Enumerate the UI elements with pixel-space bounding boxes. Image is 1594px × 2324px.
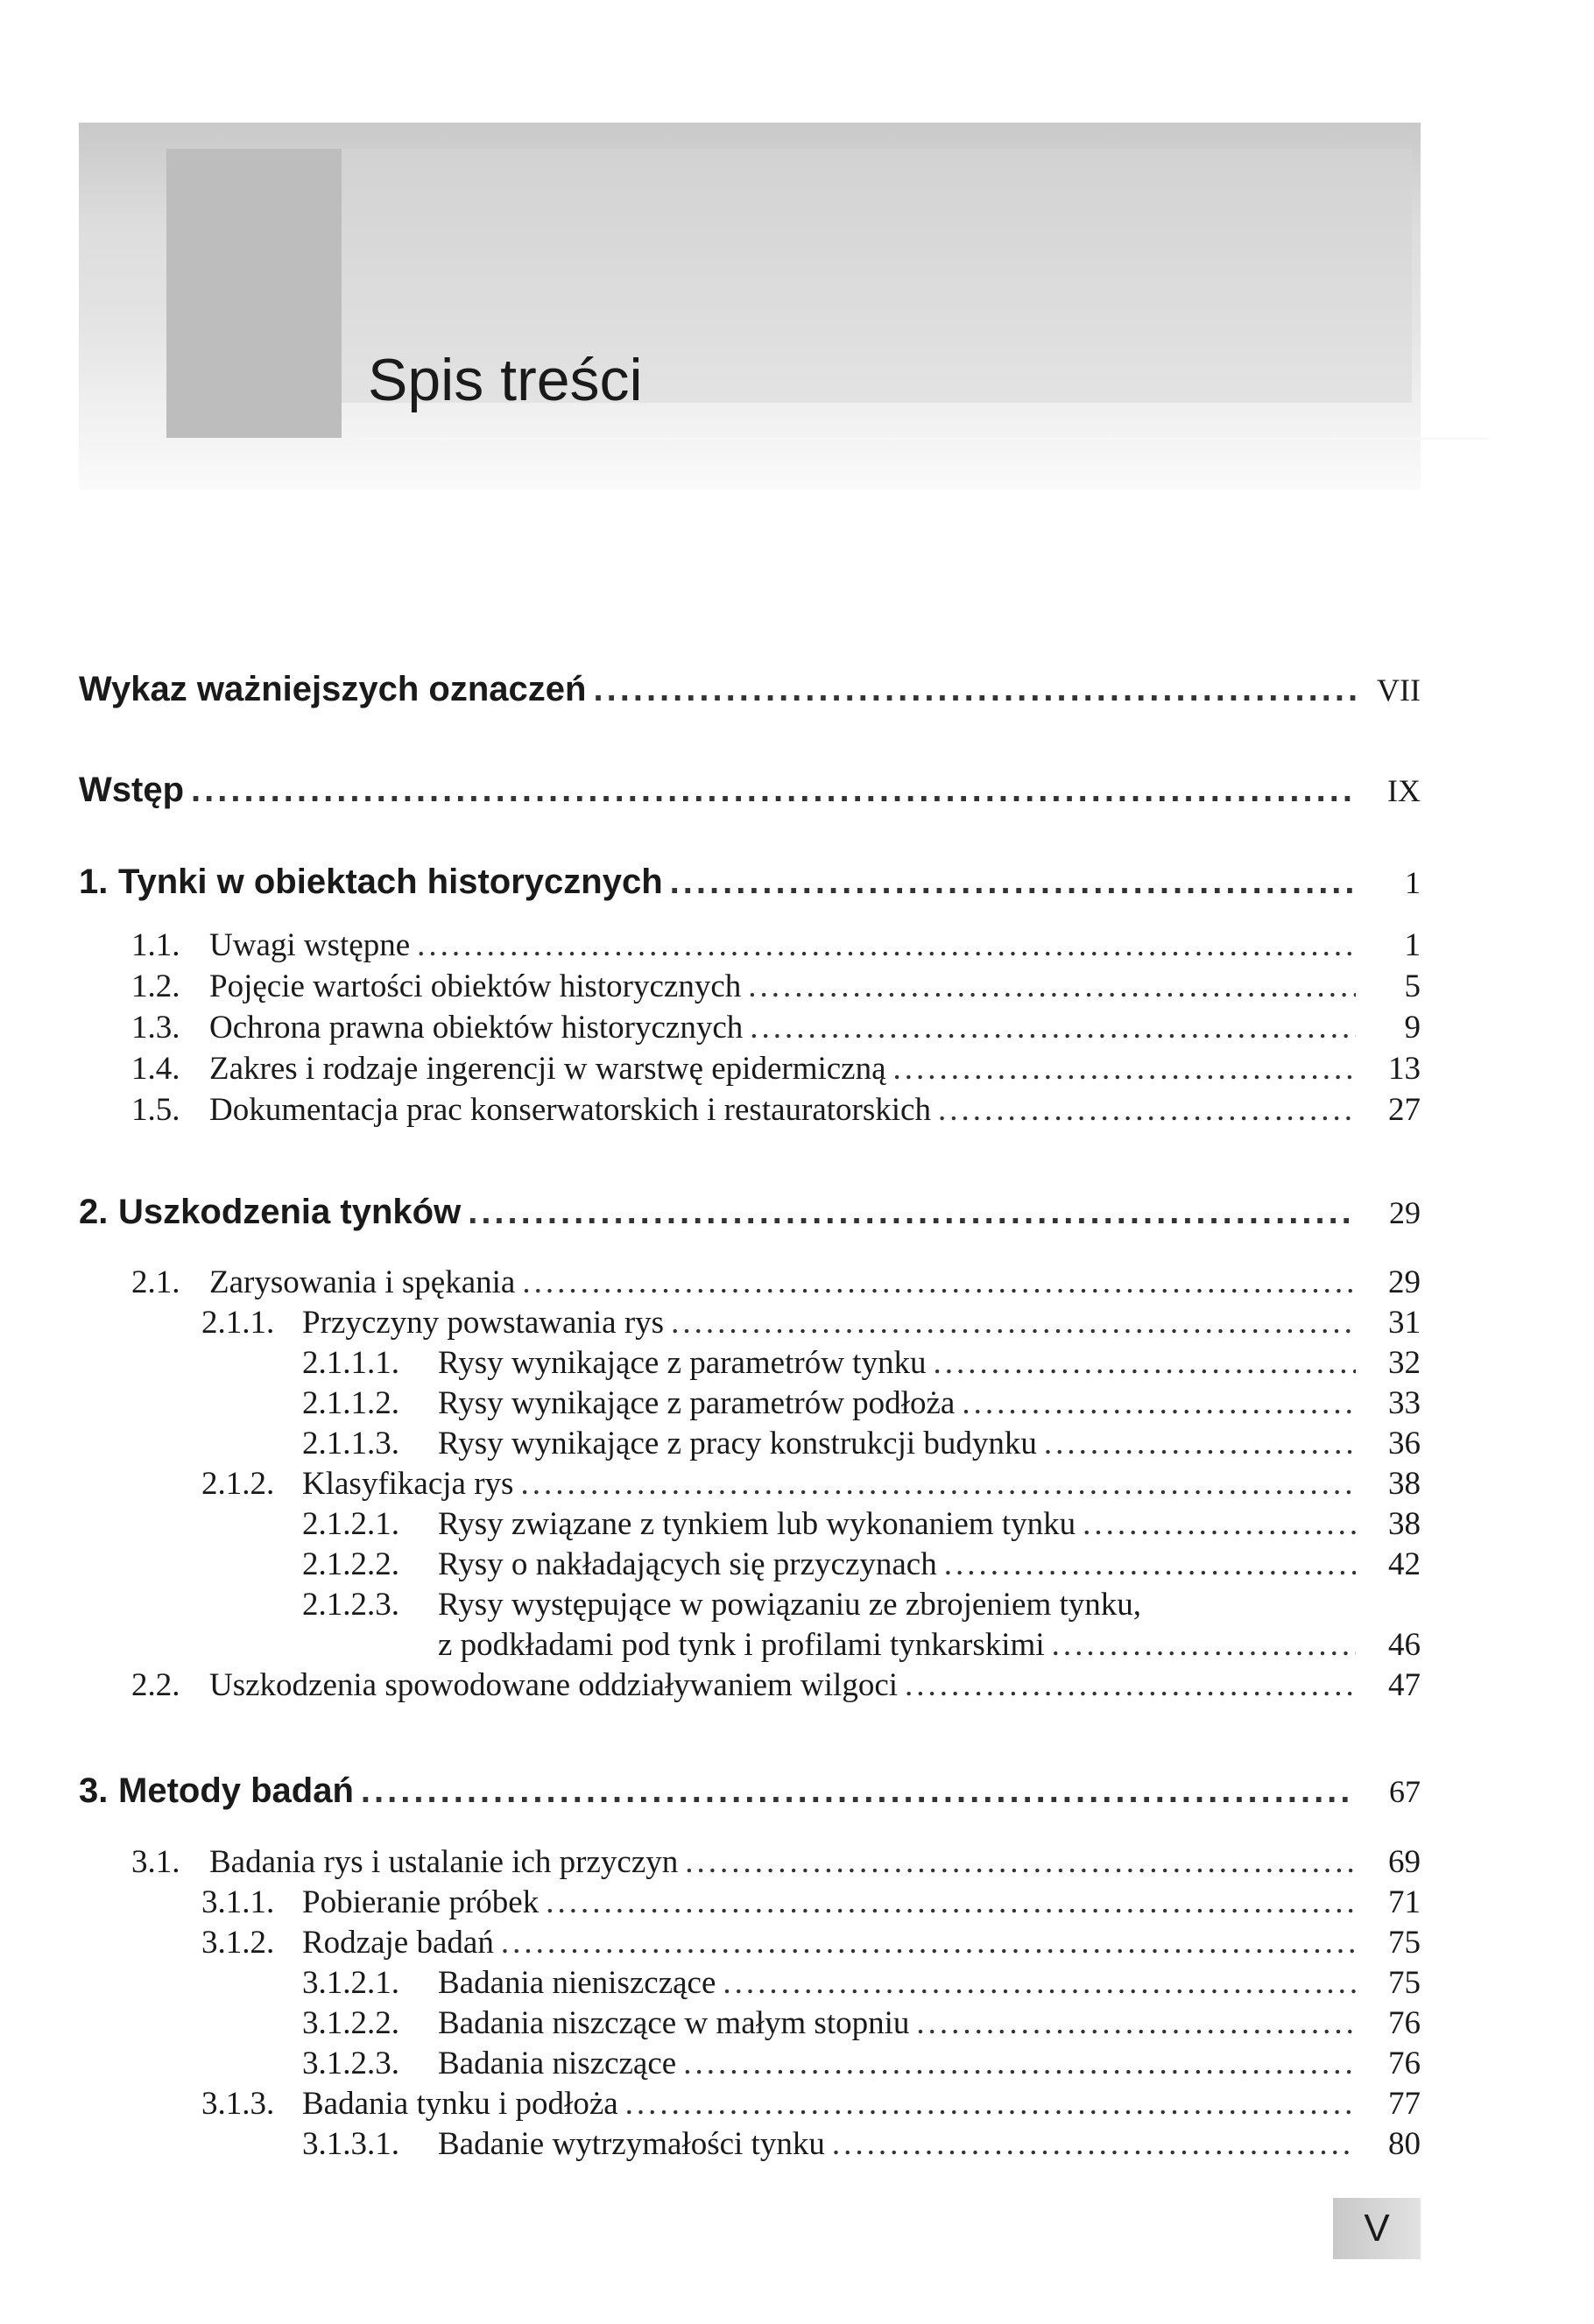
dot-leader <box>520 1465 1356 1503</box>
toc-entry-label: Pobieranie próbek <box>302 1884 540 1920</box>
toc-entry-number: 2.1.2. <box>201 1466 275 1502</box>
toc-entry-page: 31 <box>1388 1305 1421 1341</box>
toc-entry-label: Rysy o nakładających się przyczynach <box>438 1546 937 1582</box>
toc-entry-number: 1.2. <box>131 968 180 1004</box>
toc-entry[interactable] <box>79 1384 1421 1422</box>
dot-leader <box>593 670 1356 709</box>
dot-leader <box>191 771 1356 810</box>
toc-entry[interactable] <box>79 1964 1421 2002</box>
page-number: V <box>1333 2198 1421 2259</box>
toc-entry[interactable] <box>79 1505 1421 1543</box>
dot-leader <box>944 1546 1356 1583</box>
toc-entry-page: 75 <box>1388 1965 1421 2001</box>
toc-entry-page: 69 <box>1388 1844 1421 1880</box>
toc-entry-number: 3.1.3.1. <box>302 2126 399 2162</box>
toc-entry-number: 3.1.2.2. <box>302 2005 399 2041</box>
toc-entry-label: Rysy występujące w powiązaniu ze zbrojeniem tynku, <box>438 1587 1142 1623</box>
toc-entry-page: 32 <box>1388 1345 1421 1381</box>
toc-entry-number: 3.1.2. <box>201 1925 275 1961</box>
toc-entry-label: Rysy wynikające z parametrów tynku <box>438 1345 927 1381</box>
dot-leader <box>916 2004 1356 2042</box>
toc-entry[interactable] <box>79 2004 1421 2042</box>
toc-entry-label: Uszkodzenia spowodowane oddziaływaniem wilgoci <box>209 1667 899 1703</box>
toc-entry[interactable] <box>79 1546 1421 1583</box>
toc-chapter-1[interactable] <box>79 863 1421 902</box>
toc-entry-number: 1. <box>79 863 109 901</box>
dot-leader <box>723 1964 1356 2002</box>
dot-leader <box>522 1264 1356 1301</box>
toc-entry-number: 2.1.1.1. <box>302 1345 399 1381</box>
toc-entry-number: 2.1.1. <box>201 1305 275 1341</box>
toc-entry-label: Rodzaje badań <box>302 1925 494 1961</box>
toc-chapter-3[interactable] <box>79 1771 1421 1811</box>
toc-entry-label: Rysy wynikające z parametrów podłoża <box>438 1385 956 1421</box>
toc-entry-page: 1 <box>1404 927 1421 963</box>
toc-entry[interactable] <box>79 1009 1421 1046</box>
toc-entry-page: 27 <box>1388 1092 1421 1128</box>
toc-entry-number: 1.4. <box>131 1051 180 1087</box>
banner-divider <box>359 438 1489 440</box>
toc-entry-page: 33 <box>1388 1385 1421 1421</box>
toc-entry-number: 2.1.1.3. <box>302 1426 399 1461</box>
toc-entry-continuation[interactable] <box>79 1626 1421 1664</box>
toc-entry-label: Przyczyny powstawania rys <box>302 1305 665 1341</box>
toc-entry-number: 3.1.2.1. <box>302 1965 399 2001</box>
toc-entry-label: Wykaz ważniejszych oznaczeń <box>79 670 587 708</box>
toc-entry-page: 36 <box>1388 1426 1421 1461</box>
toc-entry-label: Rysy wynikające z pracy konstrukcji budynku <box>438 1426 1037 1461</box>
dot-leader <box>962 1384 1356 1422</box>
toc-entry-number: 3.1.2.3. <box>302 2046 399 2081</box>
toc-entry-page: 71 <box>1388 1884 1421 1920</box>
dot-leader <box>468 1193 1356 1232</box>
toc-entry-number: 3.1.3. <box>201 2086 275 2122</box>
header-banner <box>79 123 1421 490</box>
toc-entry-label: z podkładami pod tynk i profilami tynkarskimi <box>438 1627 1045 1663</box>
toc-entry-label: Zarysowania i spękania <box>209 1264 516 1300</box>
toc-entry-label: Badania tynku i podłoża <box>302 2086 618 2122</box>
toc-entry-page: 46 <box>1388 1627 1421 1663</box>
toc-entry[interactable] <box>79 1425 1421 1462</box>
toc-entry-page: 38 <box>1388 1506 1421 1542</box>
toc-entry-page: 76 <box>1388 2046 1421 2081</box>
toc-entry[interactable] <box>79 1924 1421 1961</box>
page-title: Spis treści <box>368 347 643 413</box>
dot-leader <box>748 968 1356 1005</box>
toc-entry-number: 2.1.2.2. <box>302 1546 399 1582</box>
toc-entry-page: VII <box>1377 673 1421 708</box>
toc-entry-number: 1.1. <box>131 927 180 963</box>
toc-entry-page: 29 <box>1389 1195 1421 1230</box>
dot-leader <box>670 863 1356 902</box>
dot-leader <box>1044 1425 1356 1462</box>
toc-entry-page: 75 <box>1388 1925 1421 1961</box>
toc-entry[interactable] <box>79 926 1421 964</box>
toc-entry-label: Pojęcie wartości obiektów historycznych <box>209 968 742 1004</box>
toc-entry-label: Klasyfikacja rys <box>302 1466 514 1502</box>
toc-entry-page: 38 <box>1388 1466 1421 1502</box>
toc-entry-label: Uwagi wstępne <box>209 927 411 963</box>
toc-entry-number: 1.3. <box>131 1010 180 1046</box>
dot-leader <box>417 926 1356 964</box>
toc-entry[interactable] <box>79 2085 1421 2123</box>
toc-entry-label: Badania rys i ustalanie ich przyczyn <box>209 1844 679 1880</box>
toc-entry[interactable] <box>79 1304 1421 1342</box>
dot-leader <box>832 2125 1356 2163</box>
banner-accent-bar <box>166 149 342 438</box>
dot-leader <box>683 2045 1356 2082</box>
toc-entry-number: 3.1.1. <box>201 1884 275 1920</box>
toc-entry-page: 76 <box>1388 2005 1421 2041</box>
toc-entry[interactable] <box>79 1091 1421 1129</box>
toc-entry[interactable] <box>79 1586 1421 1623</box>
toc-entry[interactable] <box>79 1843 1421 1881</box>
toc-entry[interactable] <box>79 1666 1421 1704</box>
toc-entry-label: Badania nieniszczące <box>438 1965 716 2001</box>
toc-entry-label: Badania niszczące w małym stopniu <box>438 2005 910 2041</box>
toc-entry-page: 29 <box>1388 1264 1421 1300</box>
dot-leader <box>546 1884 1356 1921</box>
toc-entry-label: Badania niszczące <box>438 2046 677 2081</box>
toc-entry-label: Zakres i rodzaje ingerencji w warstwę epidermiczną <box>209 1051 886 1087</box>
dot-leader <box>501 1924 1356 1961</box>
toc-entry-number: 2.1.2.1. <box>302 1506 399 1542</box>
toc-entry-page: 1 <box>1405 865 1421 900</box>
toc-entry[interactable] <box>79 2045 1421 2082</box>
dot-leader <box>1083 1505 1356 1543</box>
dot-leader <box>938 1091 1356 1129</box>
toc-entry-label: Rysy związane z tynkiem lub wykonaniem tynku <box>438 1506 1076 1542</box>
dot-leader <box>1052 1626 1356 1664</box>
toc-entry-label: Uszkodzenia tynków <box>118 1193 462 1231</box>
toc-entry[interactable] <box>79 1884 1421 1921</box>
dot-leader <box>625 2085 1356 2123</box>
toc-chapter-2[interactable] <box>79 1193 1421 1232</box>
dot-leader <box>905 1666 1356 1704</box>
toc-entry-page: 9 <box>1404 1010 1421 1046</box>
dot-leader <box>671 1304 1356 1342</box>
toc-entry-page: 77 <box>1388 2086 1421 2122</box>
toc-entry-page: 5 <box>1404 968 1421 1004</box>
toc-entry-number: 3. <box>79 1771 109 1810</box>
toc-entry-intro[interactable] <box>79 771 1421 810</box>
toc-entry[interactable] <box>79 1264 1421 1301</box>
toc-entry[interactable] <box>79 2125 1421 2163</box>
toc-entry-number: 2. <box>79 1193 109 1231</box>
dot-leader <box>750 1009 1356 1046</box>
toc-entry[interactable] <box>79 968 1421 1005</box>
toc-entry-label: Ochrona prawna obiektów historycznych <box>209 1010 744 1046</box>
toc-entry-number: 2.1.2.3. <box>302 1587 399 1623</box>
toc-entry-number: 2.1.1.2. <box>302 1385 399 1421</box>
dot-leader <box>361 1771 1356 1811</box>
dot-leader <box>685 1843 1356 1881</box>
toc-entry-page: 67 <box>1389 1774 1421 1809</box>
toc-entry-label: Dokumentacja prac konserwatorskich i restauratorskich <box>209 1092 931 1128</box>
toc-entry-page: 80 <box>1388 2126 1421 2162</box>
dot-leader <box>933 1344 1356 1382</box>
toc-entry-page: 47 <box>1388 1667 1421 1703</box>
toc-entry-label: Metody badań <box>118 1771 354 1810</box>
toc-entry-number: 1.5. <box>131 1092 180 1128</box>
toc-entry[interactable] <box>79 1465 1421 1503</box>
dot-leader <box>893 1050 1356 1088</box>
toc-entry-number: 3.1. <box>131 1844 180 1880</box>
toc-entry-number: 2.1. <box>131 1264 180 1300</box>
toc-entry-label: Wstęp <box>79 771 184 809</box>
toc-entry[interactable] <box>79 1344 1421 1382</box>
toc-entry-page: 13 <box>1388 1051 1421 1087</box>
toc-entry-label: Badanie wytrzymałości tynku <box>438 2126 825 2162</box>
toc-entry-symbols[interactable] <box>79 670 1421 709</box>
toc-entry-label: Tynki w obiektach historycznych <box>118 863 663 901</box>
toc-entry-number: 2.2. <box>131 1667 180 1703</box>
toc-entry-page: IX <box>1387 773 1421 808</box>
toc-entry[interactable] <box>79 1050 1421 1088</box>
toc-entry-page: 42 <box>1388 1546 1421 1582</box>
